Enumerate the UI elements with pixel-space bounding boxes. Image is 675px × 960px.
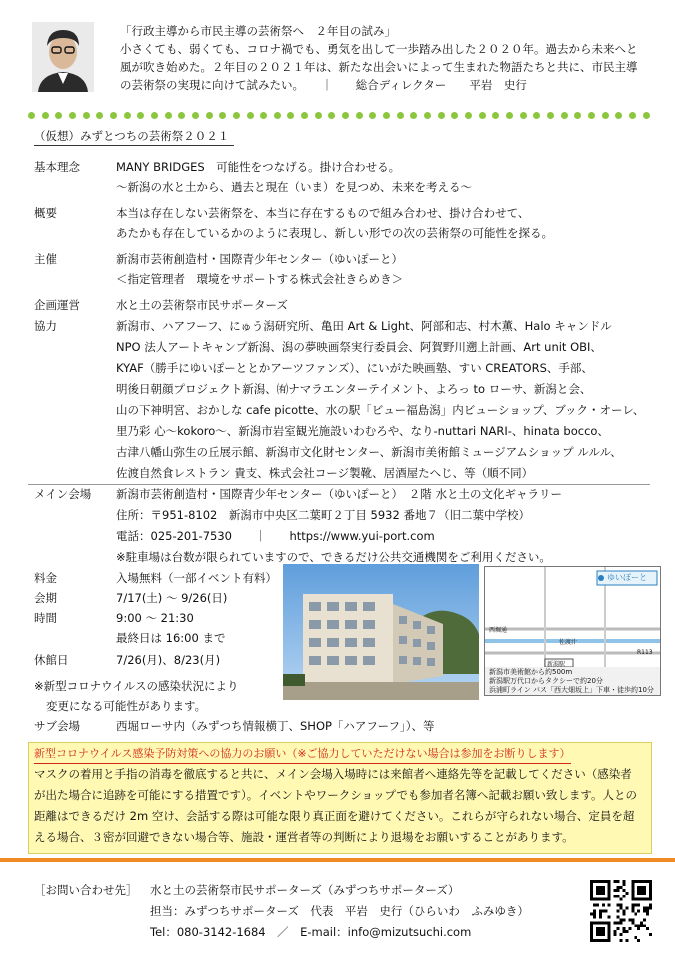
divider-dot <box>356 112 363 119</box>
divider-dot <box>315 112 322 119</box>
map-notes: 新潟市美術館から約500m 新潟駅万代口からタクシーで約20分 浜浦町ライン バス「西大畑坂上」下車・徒歩約10分 <box>489 668 654 694</box>
value-shusai: 新潟市芸術創造村・国際青少年センター（ゆいぽーと） ＜指定管理者 環境をサポートする株式会社きらめき＞ <box>116 252 404 286</box>
value-kihon: MANY BRIDGES 可能性をつなげる。掛け合わせる。 ～新潟の水と土から、過去と現在（いま）を見つめ、未来を考える～ <box>116 160 473 194</box>
divider-dot <box>410 112 417 119</box>
label-kaiki: 会期 <box>34 591 57 605</box>
divider-dot <box>83 112 90 119</box>
divider-dot <box>369 112 376 119</box>
divider-dot <box>479 112 486 119</box>
divider-dot <box>165 112 172 119</box>
divider-dot <box>178 112 185 119</box>
contact-person: 担当：みずつちサポーターズ 代表 平岩 史行（ひらいわ ふみゆき） <box>150 904 529 918</box>
map-brand: ゆいぽーと <box>607 573 647 582</box>
divider-dot <box>28 112 35 119</box>
divider-dot <box>520 112 527 119</box>
divider-dot <box>192 112 199 119</box>
qr-code[interactable] <box>590 880 652 942</box>
divider-dot <box>451 112 458 119</box>
divider-dot <box>342 112 349 119</box>
value-sub-venue: 西堀ローサ内（みずつち情報横丁、SHOP「ハアフーフ」）、等 <box>116 719 435 733</box>
covid-note: ※新型コロナウイルスの感染状況により 変更になる可能性があります。 <box>34 679 239 713</box>
divider-dot <box>137 112 144 119</box>
map-label-station: 新潟駅 <box>547 661 566 668</box>
divider-dot <box>42 112 49 119</box>
divider-dot <box>547 112 554 119</box>
value-kaiki: 7/17(土) ～ 9/26(日) <box>116 591 228 605</box>
divider-dot <box>438 112 445 119</box>
label-kikaku: 企画運営 <box>34 298 80 312</box>
label-shusai: 主催 <box>34 252 57 266</box>
divider-dot <box>615 112 622 119</box>
divider-dot <box>55 112 62 119</box>
divider-dot <box>588 112 595 119</box>
divider-dot <box>301 112 308 119</box>
intro-block <box>120 22 655 94</box>
divider-dot <box>69 112 76 119</box>
map-label-nishibori: 西堀通 <box>489 627 508 634</box>
divider-dot <box>629 112 636 119</box>
divider-dot <box>492 112 499 119</box>
label-jikan: 時間 <box>34 611 57 625</box>
divider-dot <box>96 112 103 119</box>
label-gaiyo: 概要 <box>34 206 57 220</box>
divider-dot <box>506 112 513 119</box>
event-subtitle: （仮想）みずとつちの芸術祭２０２１ <box>34 129 230 143</box>
value-jikan: 9:00 ～ 21:30 最終日は 16:00 まで <box>116 611 226 645</box>
value-ryokin: 入場無料（一部イベント有料） <box>116 571 277 585</box>
divider-dot <box>561 112 568 119</box>
contact-tel-email: Tel：080-3142-1684 ／ E-mail：info@mizutsuchi.com <box>150 925 472 939</box>
divider-dot <box>124 112 131 119</box>
footer-rule <box>0 858 675 862</box>
divider-dot <box>151 112 158 119</box>
divider-dot <box>110 112 117 119</box>
access-map <box>484 566 661 696</box>
divider-dot <box>287 112 294 119</box>
divider-dot <box>643 112 650 119</box>
label-kyoryoku: 協力 <box>34 319 57 333</box>
contact-org: 水と土の芸術祭市民サポーターズ（みずつちサポーターズ） <box>150 883 460 897</box>
divider-dot <box>424 112 431 119</box>
divider-dot <box>574 112 581 119</box>
divider-dot <box>260 112 267 119</box>
map-label-r113: R113 <box>637 649 653 656</box>
intro-line-1: 小さくても、弱くても、コロナ禍でも、勇気を出して一歩踏み出した２０２０年。過去から未来へと <box>120 42 638 56</box>
divider-dot <box>602 112 609 119</box>
value-kyukan: 7/26(月)、8/23(月) <box>116 653 221 667</box>
label-sub-venue: サブ会場 <box>34 719 80 733</box>
divider-dot <box>274 112 281 119</box>
label-kihon: 基本理念 <box>34 160 80 174</box>
dotted-divider <box>28 110 650 120</box>
divider-dot <box>533 112 540 119</box>
divider-dot <box>219 112 226 119</box>
divider-dot <box>206 112 213 119</box>
label-kyukan: 休館日 <box>34 653 69 667</box>
subtitle-underline <box>34 145 234 146</box>
value-gaiyo: 本当は存在しない芸術祭を、本当に存在するもので組み合わせ、掛け合わせて、 あたかも存在しているかのように表現し、新しい形での次の芸術祭の可能性を探る。 <box>116 206 553 240</box>
divider-dot <box>247 112 254 119</box>
divider-dot <box>328 112 335 119</box>
map-label-sado: 佐渡汁 <box>559 639 578 646</box>
venue-building-photo <box>283 564 479 700</box>
divider-dot <box>233 112 240 119</box>
covid-notice-body: マスクの着用と手指の消毒を徹底すると共に、メイン会場入場時には来館者へ連絡先等を記載してください（感染者 が出た場合に追跡を可能にする措置です）。イベントやワークショップでも参加者名簿へ記載お願い致します。人との 距離はできるだけ 2m 空け、会話する際は可能な限り真正面を避けてください。これらが守られない場合、定員を超 える場合、３密が回避できない場合等、施設・運営者等の判断により退場をお願いすることがあります。 <box>34 767 637 844</box>
label-ryokin: 料金 <box>34 571 57 585</box>
divider-dot <box>397 112 404 119</box>
value-main-venue: 新潟市芸術創造村・国際青少年センター（ゆいぽーと） ２階 水と土の文化ギャラリー 住所：〒951-8102 新潟市中央区二葉町２丁目 5932 番地７（旧二葉中学校） 電話：025-201-7530 ｜ https://www.yui-port.com ※駐車場は台数が限られていますので、できるだけ公共交通機関をご利用ください。 <box>116 487 562 564</box>
label-main-venue: メイン会場 <box>34 487 92 501</box>
intro-line-3: の芸術祭の実現に向けて試みたい。 ｜ 総合ディレクター 平岩 史行 <box>120 78 527 92</box>
value-kikaku: 水と土の芸術祭市民サポーターズ <box>116 298 288 312</box>
covid-notice-title: 新型コロナウイルス感染予防対策への協力のお願い（※ご協力していただけない場合は参加をお断りします） <box>34 745 571 764</box>
director-photo <box>32 22 94 92</box>
contact-label: ［お問い合わせ先］ <box>34 883 138 897</box>
divider-dot <box>383 112 390 119</box>
intro-title: 「行政主導から市民主導の芸術祭へ ２年目の試み」 <box>120 24 396 38</box>
intro-line-2: 風が吹き始めた。２年目の２０２１年は、新たな出会いによって生まれた物語たちと共に、市民主導 <box>120 60 638 74</box>
divider-dot <box>465 112 472 119</box>
value-kyoryoku: 新潟市、ハアフーフ、にゅう潟研究所、亀田 Art & Light、阿部和志、村木薫、Halo キャンドル NPO 法人アートキャンプ新潟、潟の夢映画祭実行委員会、阿賀野川遡上計画、Art unit OBI、 KYAF（勝手にゆいぽーととかアーツファンズ）、にいがた映画塾、すい CREATORS、手部、 明後日朝顔プロジェクト新潟、㈲ナマラエンターテイメント、よろっ to ローサ、新潟と会、 山の下神明宮、おかしな cafe picotte、水の駅「ビュー福島潟」内ビューショップ、ブック・オーレ、 里乃彩 心～kokoro～、新潟市岩室観光施設いわむろや、なり-nuttari NARI-、hinata bocco、 古津八幡山弥生の丘展示館、新潟市文化財センター、新潟市美術館ミュージアムショップ ルルル、 佐渡自然食レストラン 貴支、株式会社コージ製靴、居酒屋たへじ、等（順不同） <box>116 319 645 480</box>
